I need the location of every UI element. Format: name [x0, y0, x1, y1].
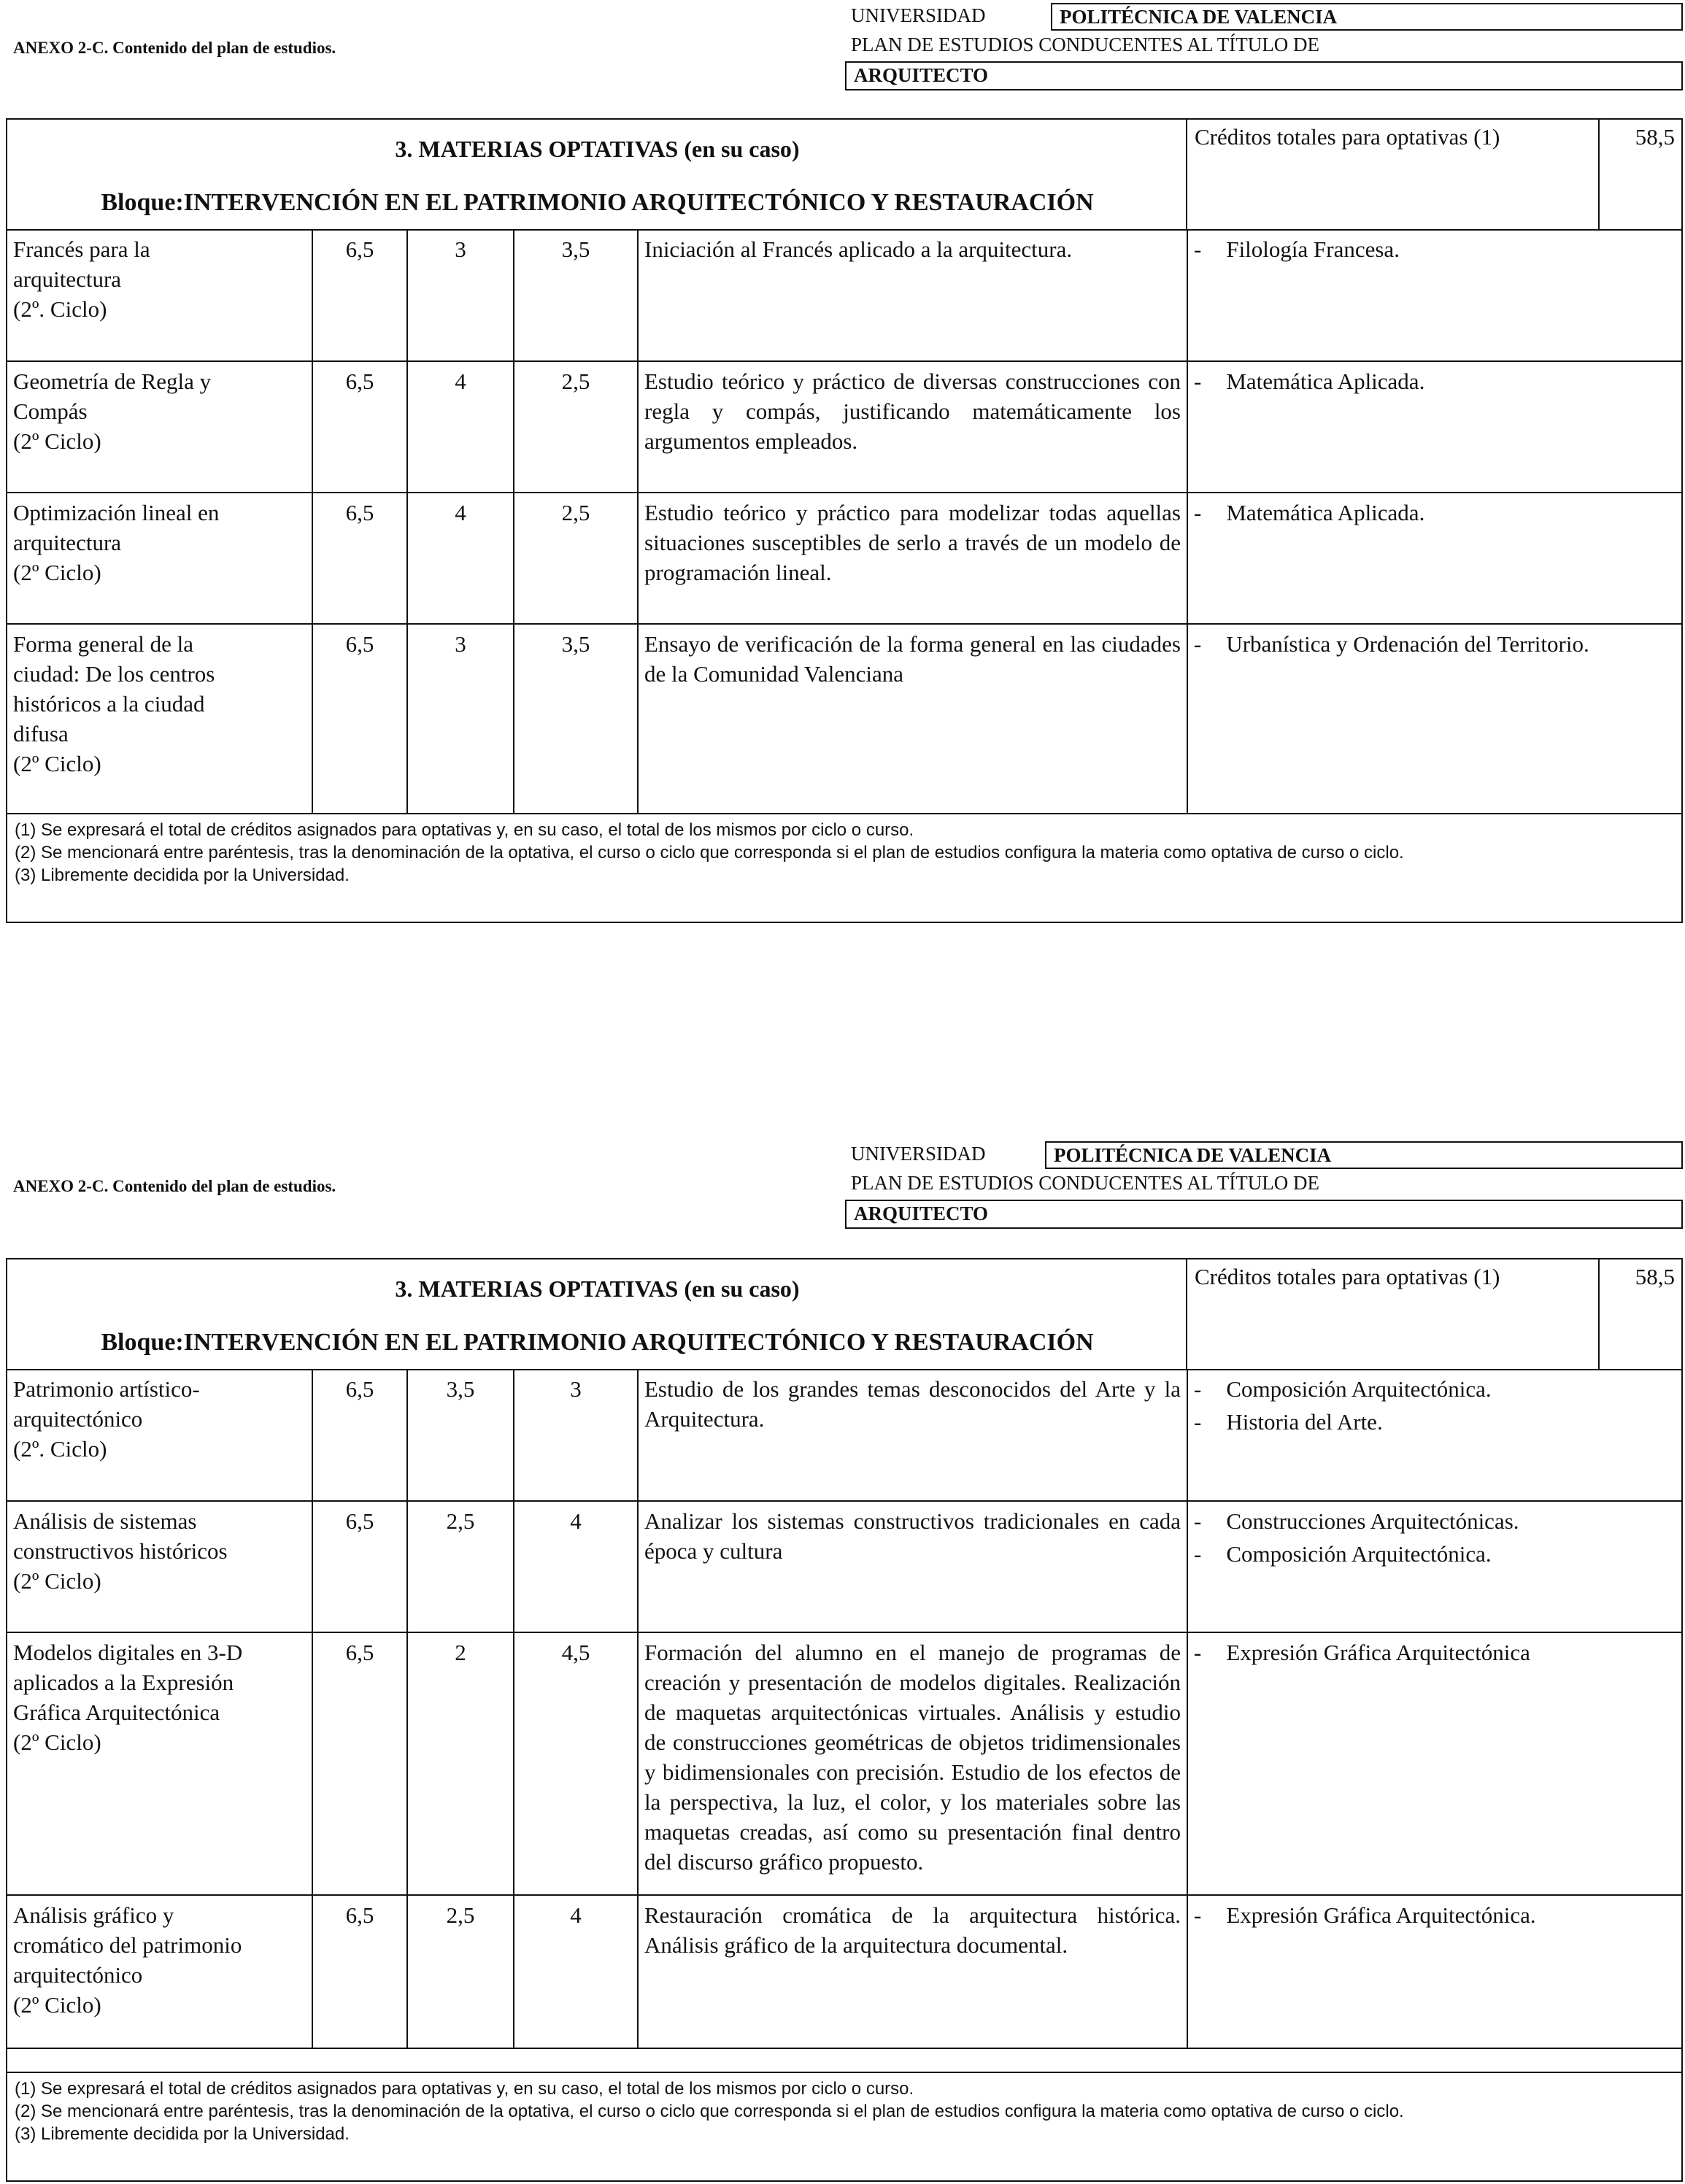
knowledge-areas — [1187, 361, 1681, 493]
table-title-area — [7, 1259, 1187, 1369]
total-credits: 6,5 — [312, 1895, 407, 2048]
plan-label: PLAN DE ESTUDIOS CONDUCENTES AL TÍTULO DE — [851, 34, 1319, 55]
document-page-1 — [0, 0, 1685, 949]
document-page-2 — [0, 1138, 1685, 2184]
theory-credits: 3 — [407, 624, 514, 814]
subject-description: Restauración cromática de la arquitectura histórica. Análisis gráfico de la arquitectura documental. — [638, 1895, 1187, 2048]
optional-subjects-table — [6, 1258, 1683, 2182]
knowledge-area-label: Composición Arquitectónica. — [1226, 1376, 1492, 1402]
subject-description: Estudio de los grandes temas desconocidos del Arte y la Arquitectura. — [638, 1370, 1187, 1501]
table-row — [7, 1370, 1681, 1501]
knowledge-areas — [1187, 493, 1681, 624]
subject-rows — [7, 230, 1681, 814]
subject-description: Iniciación al Francés aplicado a la arquitectura. — [638, 230, 1187, 361]
knowledge-area-item — [1194, 234, 1676, 264]
total-credits: 6,5 — [312, 493, 407, 624]
practice-credits: 2,5 — [514, 493, 638, 624]
footnote-3: (3) Libremente decidida por la Universidad. — [15, 865, 350, 885]
list-dash: - — [1194, 500, 1202, 525]
footnotes — [7, 813, 1681, 891]
subject-description: Estudio teórico y práctico de diversas construcciones con regla y compás, justificando matemáticamente los argumentos empleados. — [638, 361, 1187, 493]
footnote-1: (1) Se expresará el total de créditos asignados para optativas y, en su caso, el total de los mismos por ciclo o curso. — [15, 820, 914, 840]
subject-description: Ensayo de verificación de la forma general en las ciudades de la Comunidad Valenciana — [638, 624, 1187, 814]
practice-credits: 3 — [514, 1370, 638, 1501]
knowledge-areas — [1187, 1632, 1681, 1895]
theory-credits: 2,5 — [407, 1501, 514, 1632]
university-label: UNIVERSIDAD — [851, 1143, 986, 1165]
knowledge-area-label: Composición Arquitectónica. — [1226, 1541, 1492, 1567]
total-credits: 6,5 — [312, 230, 407, 361]
table-row — [7, 624, 1681, 814]
subject-rows — [7, 1370, 1681, 2049]
list-dash: - — [1194, 631, 1202, 657]
knowledge-area-item — [1194, 366, 1676, 396]
university-label: UNIVERSIDAD — [851, 4, 986, 26]
knowledge-area-label: Filología Francesa. — [1226, 236, 1400, 262]
total-credits: 6,5 — [312, 1501, 407, 1632]
total-credits: 6,5 — [312, 361, 407, 493]
table-title: 3. MATERIAS OPTATIVAS (en su caso) — [395, 136, 800, 162]
subject-description: Analizar los sistemas constructivos tradicionales en cada época y cultura — [638, 1501, 1187, 1632]
total-credits: 6,5 — [312, 624, 407, 814]
subject-description: Estudio teórico y práctico para modelizar todas aquellas situaciones susceptibles de serlo a través de un modelo de programación lineal. — [638, 493, 1187, 624]
knowledge-areas — [1187, 1895, 1681, 2048]
knowledge-areas — [1187, 624, 1681, 814]
total-credits: 6,5 — [312, 1370, 407, 1501]
list-dash: - — [1194, 1376, 1202, 1402]
university-name-box: POLITÉCNICA DE VALENCIA — [1051, 3, 1683, 31]
subject-name: Patrimonio artístico- arquitectónico (2º. Ciclo) — [7, 1370, 312, 1501]
table-block-title: Bloque:INTERVENCIÓN EN EL PATRIMONIO ARQUITECTÓNICO Y RESTAURACIÓN — [101, 1329, 1094, 1356]
knowledge-area-label: Matemática Aplicada. — [1226, 368, 1425, 394]
theory-credits: 4 — [407, 493, 514, 624]
footnote-2: (2) Se mencionará entre paréntesis, tras la denominación de la optativa, el curso o ciclo que corresponda si el plan de estudios configura la materia como optativa de curso o ciclo. — [15, 843, 1404, 863]
knowledge-area-item — [1194, 1374, 1676, 1404]
practice-credits: 3,5 — [514, 624, 638, 814]
footnote-3: (3) Libremente decidida por la Universidad. — [15, 2124, 350, 2144]
practice-credits: 4 — [514, 1895, 638, 2048]
footnote-2: (2) Se mencionará entre paréntesis, tras la denominación de la optativa, el curso o ciclo que corresponda si el plan de estudios configura la materia como optativa de curso o ciclo. — [15, 2102, 1404, 2121]
table-row — [7, 493, 1681, 624]
knowledge-area-item — [1194, 1637, 1676, 1667]
knowledge-areas — [1187, 1501, 1681, 1632]
subject-name: Francés para la arquitectura (2º. Ciclo) — [7, 230, 312, 361]
table-block-title: Bloque:INTERVENCIÓN EN EL PATRIMONIO ARQUITECTÓNICO Y RESTAURACIÓN — [101, 189, 1094, 216]
table-row — [7, 1632, 1681, 1895]
theory-credits: 4 — [407, 361, 514, 493]
theory-credits: 2 — [407, 1632, 514, 1895]
knowledge-area-item — [1194, 629, 1676, 659]
degree-box: ARQUITECTO — [845, 1200, 1683, 1229]
total-credits-label: Créditos totales para optativas (1) — [1195, 124, 1500, 150]
total-credits: 6,5 — [312, 1632, 407, 1895]
subject-name: Optimización lineal en arquitectura (2º Ciclo) — [7, 493, 312, 624]
list-dash: - — [1194, 1541, 1202, 1567]
list-dash: - — [1194, 1640, 1202, 1665]
knowledge-area-label: Construcciones Arquitectónicas. — [1226, 1508, 1519, 1534]
practice-credits: 3,5 — [514, 230, 638, 361]
knowledge-areas — [1187, 230, 1681, 361]
annex-title: ANEXO 2-C. Contenido del plan de estudios. — [13, 39, 336, 57]
practice-credits: 4,5 — [514, 1632, 638, 1895]
optional-subjects-table — [6, 118, 1683, 923]
theory-credits: 2,5 — [407, 1895, 514, 2048]
knowledge-areas — [1187, 1370, 1681, 1501]
knowledge-area-item — [1194, 1407, 1676, 1437]
theory-credits: 3,5 — [407, 1370, 514, 1501]
list-dash: - — [1194, 368, 1202, 394]
knowledge-area-label: Matemática Aplicada. — [1226, 500, 1425, 525]
knowledge-area-label: Expresión Gráfica Arquitectónica — [1226, 1640, 1530, 1665]
total-credits-value: 58,5 — [1635, 1264, 1675, 1289]
knowledge-area-label: Urbanística y Ordenación del Territorio. — [1226, 631, 1589, 657]
knowledge-area-item — [1194, 1900, 1676, 1930]
knowledge-area-item — [1194, 1506, 1676, 1536]
subject-name: Análisis gráfico y cromático del patrimonio arquitectónico (2º Ciclo) — [7, 1895, 312, 2048]
practice-credits: 4 — [514, 1501, 638, 1632]
list-dash: - — [1194, 1902, 1202, 1928]
knowledge-area-item — [1194, 498, 1676, 528]
subject-name: Análisis de sistemas constructivos históricos (2º Ciclo) — [7, 1501, 312, 1632]
theory-credits: 3 — [407, 230, 514, 361]
university-name-box: POLITÉCNICA DE VALENCIA — [1045, 1141, 1683, 1169]
subject-description: Formación del alumno en el manejo de programas de creación y presentación de modelos digitales. Realización de maquetas arquitectónicas virtuales. Análisis y estudio de construcciones geométricas de objetos tridimensionales y bidimensionales con precisión. Estudio de los efectos de la perspectiva, la luz, el color, y los materiales sobre las maquetas creadas, así como su presentación final dentro del discurso gráfico propuesto. — [638, 1632, 1187, 1895]
table-row — [7, 230, 1681, 361]
knowledge-area-item — [1194, 1539, 1676, 1569]
footnotes — [7, 2072, 1681, 2150]
total-credits-value: 58,5 — [1635, 124, 1675, 150]
table-title-area — [7, 120, 1187, 229]
subject-name: Geometría de Regla y Compás (2º Ciclo) — [7, 361, 312, 493]
knowledge-area-label: Historia del Arte. — [1226, 1409, 1383, 1435]
table-row — [7, 361, 1681, 493]
table-title: 3. MATERIAS OPTATIVAS (en su caso) — [395, 1276, 800, 1302]
subject-name: Forma general de la ciudad: De los centros históricos a la ciudad difusa (2º Ciclo) — [7, 624, 312, 814]
table-row — [7, 1895, 1681, 2048]
list-dash: - — [1194, 1508, 1202, 1534]
degree-box: ARQUITECTO — [845, 61, 1683, 90]
list-dash: - — [1194, 1409, 1202, 1435]
footnote-1: (1) Se expresará el total de créditos asignados para optativas y, en su caso, el total de los mismos por ciclo o curso. — [15, 2079, 914, 2099]
subject-name: Modelos digitales en 3-D aplicados a la Expresión Gráfica Arquitectónica (2º Ciclo) — [7, 1632, 312, 1895]
annex-title: ANEXO 2-C. Contenido del plan de estudios. — [13, 1177, 336, 1195]
list-dash: - — [1194, 236, 1202, 262]
table-row — [7, 1501, 1681, 1632]
knowledge-area-label: Expresión Gráfica Arquitectónica. — [1226, 1902, 1536, 1928]
practice-credits: 2,5 — [514, 361, 638, 493]
total-credits-label: Créditos totales para optativas (1) — [1195, 1264, 1500, 1289]
plan-label: PLAN DE ESTUDIOS CONDUCENTES AL TÍTULO DE — [851, 1172, 1319, 1194]
